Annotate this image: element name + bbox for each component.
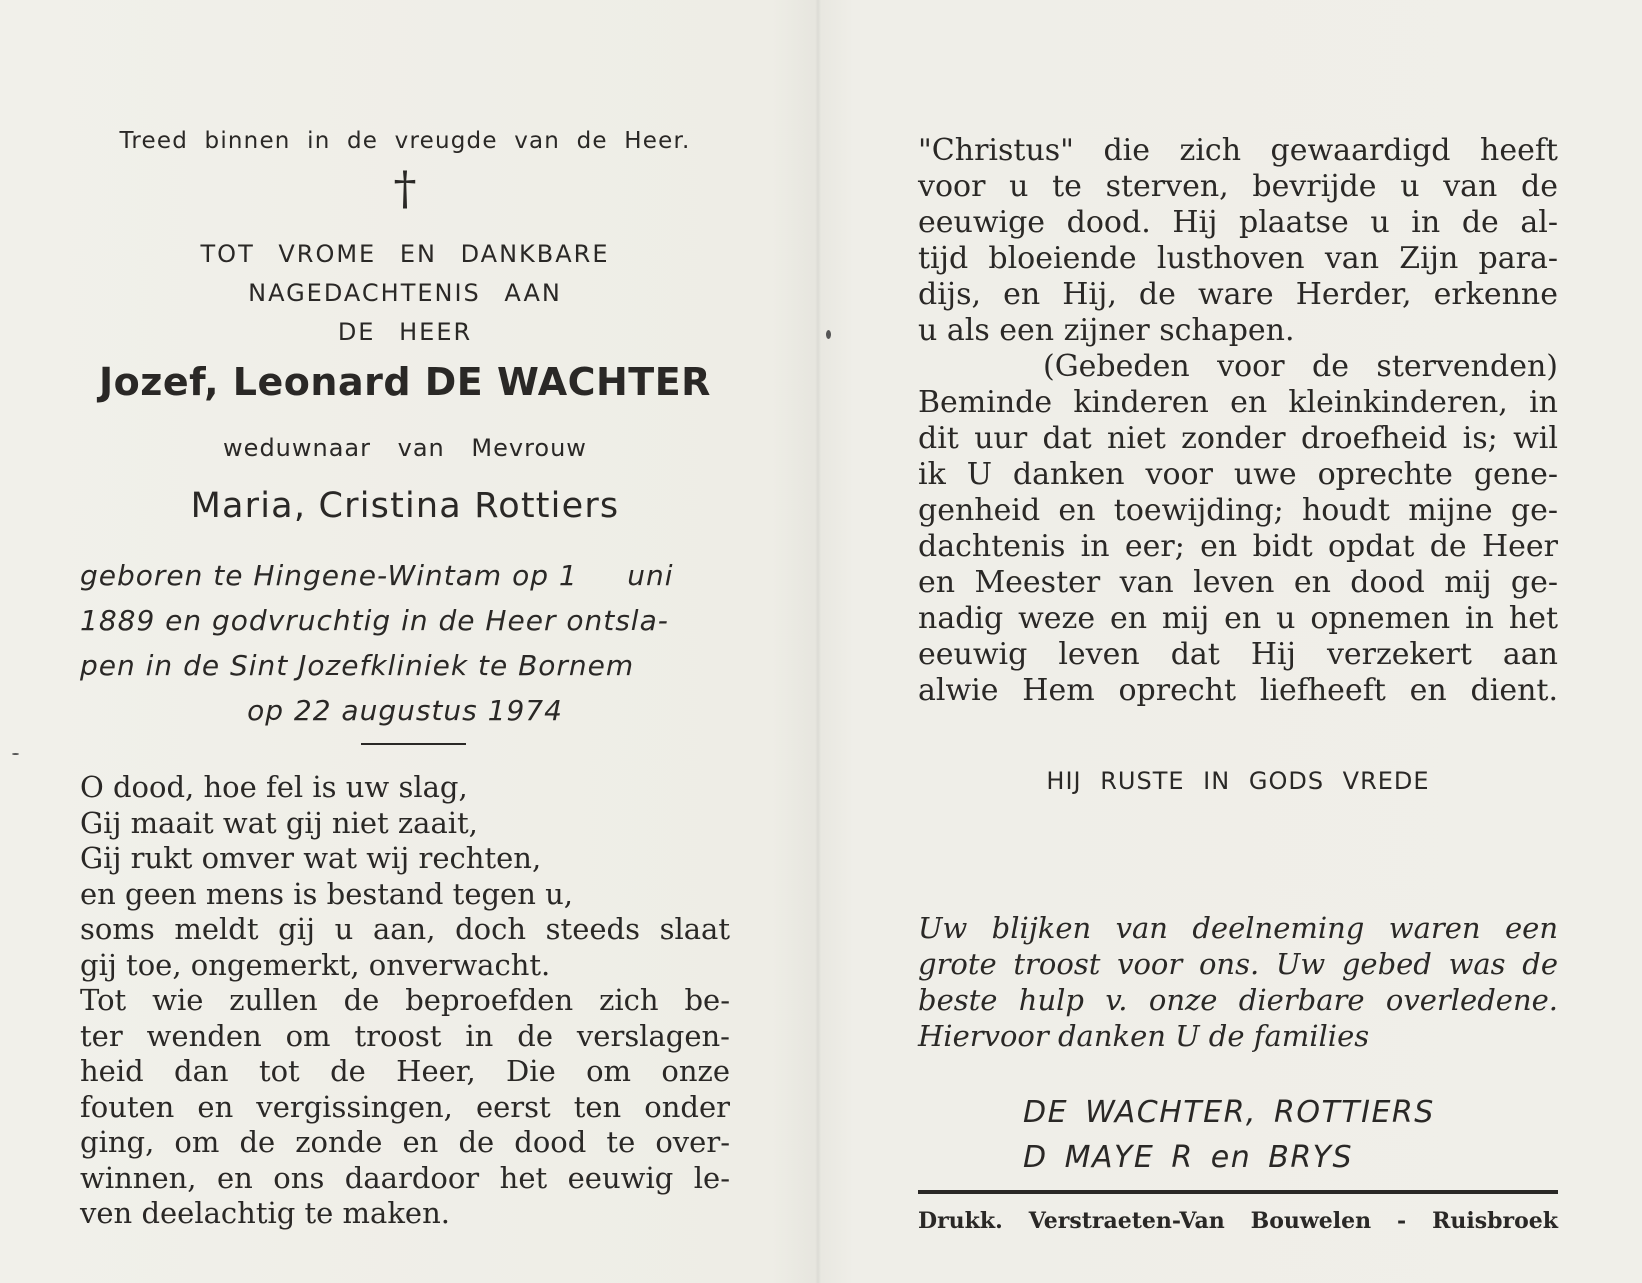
ink-speck	[12, 753, 19, 755]
poem-line: gij toe, ongemerkt, onverwacht.	[80, 947, 551, 982]
deceased-name: Jozef, Leonard DE WACHTER	[99, 360, 711, 404]
prayer-line: eeuwige dood. Hij plaatse u in de al-	[918, 205, 1558, 240]
dedication-line: NAGEDACHTENIS AAN	[248, 279, 562, 307]
divider	[361, 743, 466, 745]
prayer-heading: (Gebeden voor de stervenden)	[1043, 349, 1558, 384]
divider	[918, 1190, 1558, 1194]
birth-death-info	[80, 553, 730, 733]
intro-text: Treed binnen in de vreugde van de Heer.	[119, 128, 691, 154]
prayer-line: en Meester van leven en dood mij ge-	[918, 565, 1558, 600]
ink-speck	[826, 330, 831, 339]
thanks-line: Uw blijken van deelneming waren een	[918, 911, 1558, 945]
prayer-line: nadig weze en mij en u opnemen in het	[918, 601, 1558, 636]
prayer-line: "Christus" die zich gewaardigd heeft	[918, 133, 1558, 168]
widower-line: weduwnaar van Mevrouw	[223, 434, 587, 462]
birth-line: pen in de Sint Jozefkliniek te Bornem	[80, 649, 635, 682]
dedication-line: DE HEER	[337, 318, 473, 346]
poem-line: O dood, hoe fel is uw slag,	[80, 770, 468, 804]
family-line: D MAYE R en BRYS	[1023, 1140, 1354, 1175]
prayer	[918, 133, 1558, 709]
prayer-line: dijs, en Hij, de ware Herder, erkenne	[918, 277, 1558, 312]
poem-line: soms meldt gij u aan, doch steeds slaat	[80, 912, 730, 946]
prayer-line: u als een zijner schapen.	[918, 313, 1295, 348]
poem-line: Gij rukt omver wat wij rechten,	[80, 841, 542, 875]
poem-line: ter wenden om troost in de verslagen-	[80, 1018, 730, 1053]
poem-line: heid dan tot de Heer, Die om onze	[80, 1054, 730, 1088]
spouse-name: Maria, Cristina Rottiers	[190, 486, 620, 526]
prayer-line: dit uur dat niet zonder droefheid is; wil	[918, 421, 1558, 456]
prayer-line: ik U danken voor uwe oprechte gene-	[918, 457, 1558, 492]
poem-line: winnen, en ons daardoor het eeuwig le-	[80, 1160, 730, 1195]
rest-in-peace: HIJ RUSTE IN GODS VREDE	[1046, 767, 1430, 795]
prayer-line: tijd bloeiende lusthoven van Zijn para-	[918, 241, 1558, 276]
thanks-line: grote troost voor ons. Uw gebed was de	[918, 947, 1558, 981]
poem-line: Gij maait wat gij niet zaait,	[80, 805, 478, 840]
poem-line: fouten en vergissingen, eerst ten onder	[80, 1089, 730, 1124]
poem-line: ging, om de zonde en de dood te over-	[80, 1125, 730, 1159]
birth-line: 1889 en godvruchtig in de Heer ontsla-	[80, 604, 669, 637]
poem-line: Tot wie zullen de beproefden zich be-	[80, 983, 730, 1017]
poem-line: en geen mens is bestand tegen u,	[80, 876, 573, 911]
birth-line: geboren te Hingene-Wintam op 1 uni	[80, 559, 674, 592]
family-line: DE WACHTER, ROTTIERS	[1023, 1095, 1435, 1130]
dedication-line: TOT VROME EN DANKBARE	[200, 240, 610, 268]
cross-icon: †	[393, 161, 417, 215]
prayer-line: voor u te sterven, bevrijde u van de	[918, 169, 1558, 204]
prayer-line: alwie Hem oprecht liefheeft en dient.	[918, 673, 1558, 708]
prayer-line: Beminde kinderen en kleinkinderen, in	[918, 385, 1558, 420]
card-fold	[815, 0, 821, 1283]
poem	[80, 770, 730, 1232]
dedication	[80, 235, 730, 352]
birth-line: op 22 augustus 1974	[247, 694, 563, 727]
thanks-text	[918, 910, 1558, 1054]
poem-line: ven deelachtig te maken.	[80, 1196, 450, 1230]
thanks-line: Hiervoor danken U de families	[918, 1019, 1370, 1053]
prayer-line: eeuwig leven dat Hij verzekert aan	[918, 637, 1558, 672]
prayer-line: dachtenis in eer; en bidt opdat de Heer	[918, 529, 1558, 564]
families	[1023, 1090, 1558, 1180]
printer-credit: Drukk. Verstraeten-Van Bouwelen - Ruisbroek	[918, 1208, 1558, 1234]
thanks-line: beste hulp v. onze dierbare overledene.	[918, 983, 1558, 1017]
prayer-line: genheid en toewijding; houdt mijne ge-	[918, 493, 1558, 528]
